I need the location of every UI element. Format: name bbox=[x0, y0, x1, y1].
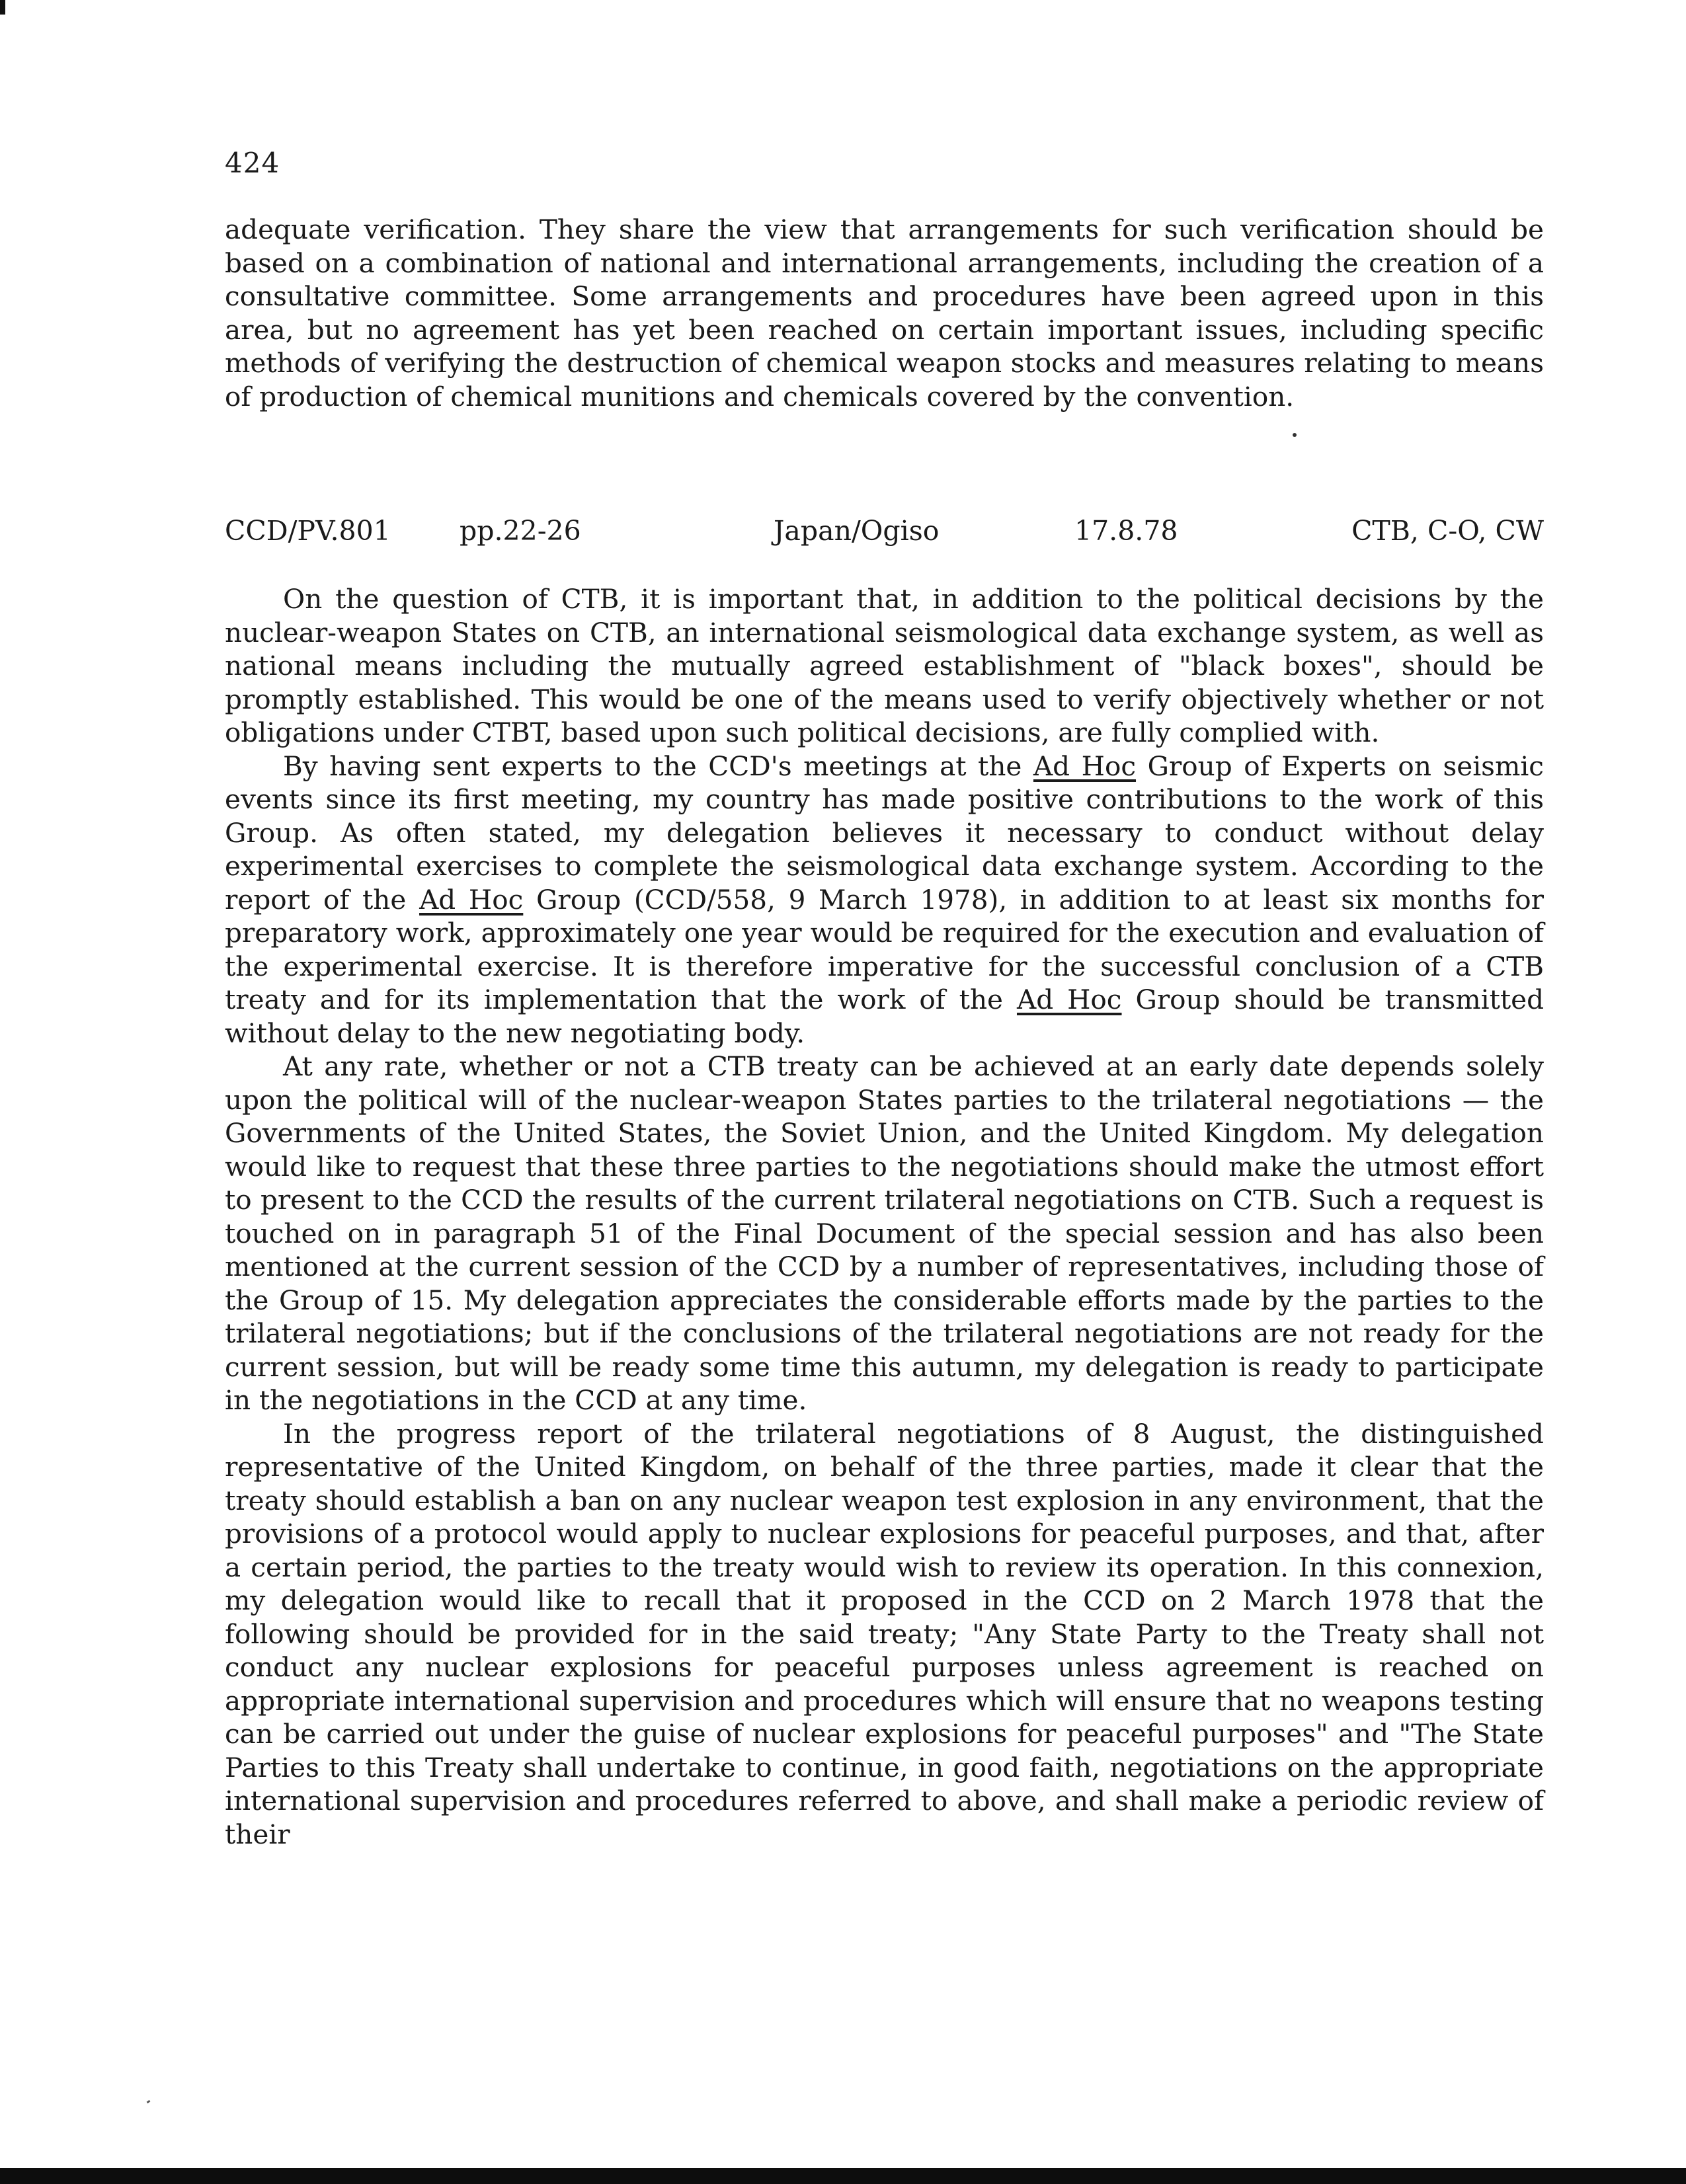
scan-corner-mark bbox=[0, 0, 5, 15]
paragraph-2-part-b: Group of Experts on seismic events since its first meeting, my country has made positive contributions to the work of this Group. As often stated, my delegation believes it necessary to conduct without delay experimental exercises to complete the seismological data exchange system. According to the report of the bbox=[225, 750, 1544, 916]
reference-topics: CTB, C-O, CW bbox=[1351, 515, 1544, 547]
intro-paragraph: adequate verification. They share the view that arrangements for such verification should be based on a combination of national and international arrangements, including the creation of a consultative committee. Some arrangements and procedures have been agreed upon in this area, but no agreement has yet been reached on certain important issues, including specific methods of verifying the destruction of chemical weapon stocks and measures relating to means of production of chemical munitions and chemicals covered by the convention. bbox=[225, 214, 1544, 412]
stray-dot bbox=[1293, 433, 1297, 437]
paragraph-4: In the progress report of the trilateral negotiations of 8 August, the distinguished representative of the United Kingdom, on behalf of the three parties, made it clear that the treaty should establish a ban on any nuclear weapon test explosion in any environment, that the provisions of a protocol would apply to nuclear explosions for peaceful purposes, and that, after a certain period, the parties to the treaty would wish to review its operation. In this connexion, my delegation would like to recall that it proposed in the CCD on 2 March 1978 that the following should be provided for in the said treaty; "Any State Party to the Treaty shall not conduct any nuclear explosions for peaceful purposes unless agreement is reached on appropriate international supervision and procedures which will ensure that no weapons testing can be carried out under the guise of nuclear explosions for peaceful purposes" and "The State Parties to this Treaty shall undertake to continue, in good faith, negotiations on the appropriate international supervision and procedures referred to above, and shall make a periodic review of their bbox=[225, 1417, 1544, 1850]
statement-body bbox=[225, 582, 1544, 1851]
paragraph-2-part-d: Group should be transmitted without delay to the new negotiating body. bbox=[225, 984, 1545, 1049]
paragraph-3: At any rate, whether or not a CTB treaty can be achieved at an early date depends solely upon the political will of the nuclear-weapon States parties to the trilateral negotiations — the Governments of the United States, the Soviet Union, and the United Kingdom. My delegation would like to request that these three parties to the negotiations should make the utmost effort to present to the CCD the results of the current trilateral negotiations on CTB. Such a request is touched on in paragraph 51 of the Final Document of the special session and has also been mentioned at the current session of the CCD by a number of representatives, including those of the Group of 15. My delegation appreciates the considerable efforts made by the parties to the trilateral negotiations; but if the conclusions of the trilateral negotiations are not ready for the current session, but will be ready some time this autumn, my delegation is ready to participate in the negotiations in the CCD at any time. bbox=[225, 1050, 1544, 1416]
ad-hoc-term: Ad Hoc bbox=[1016, 984, 1122, 1015]
reference-speaker: Japan/Ogiso bbox=[774, 515, 940, 547]
scan-bottom-edge bbox=[0, 2168, 1686, 2184]
paragraph-2-part-c: Group (CCD/558, 9 March 1978), in addition to at least six months for preparatory work, approximately one year would be required for the execution and evaluation of the experimental exercise. It is therefore imperative for the successful conclusion of a CTB treaty and for its implementation that the work of the bbox=[225, 883, 1545, 1015]
reference-pages: pp.22-26 bbox=[460, 515, 581, 547]
reference-document: CCD/PV.801 bbox=[225, 515, 391, 547]
scan-speck bbox=[147, 2100, 151, 2103]
paragraph-2 bbox=[225, 750, 1544, 1050]
paragraph-2-part-a: By having sent experts to the CCD's meetings at the bbox=[283, 750, 1033, 782]
ad-hoc-term: Ad Hoc bbox=[1033, 750, 1137, 782]
ad-hoc-term: Ad Hoc bbox=[419, 883, 524, 916]
paragraph-1: On the question of CTB, it is important that, in addition to the political decisions by the nuclear-weapon States on CTB, an international seismological data exchange system, as well as national means including the mutually agreed establishment of "black boxes", should be promptly established. This would be one of the means used to verify objectively whether or not obligations under CTBT, based upon such political decisions, are fully complied with. bbox=[225, 583, 1544, 748]
reference-date: 17.8.78 bbox=[1074, 515, 1178, 547]
page-number: 424 bbox=[225, 147, 280, 179]
reference-line bbox=[225, 515, 1544, 549]
